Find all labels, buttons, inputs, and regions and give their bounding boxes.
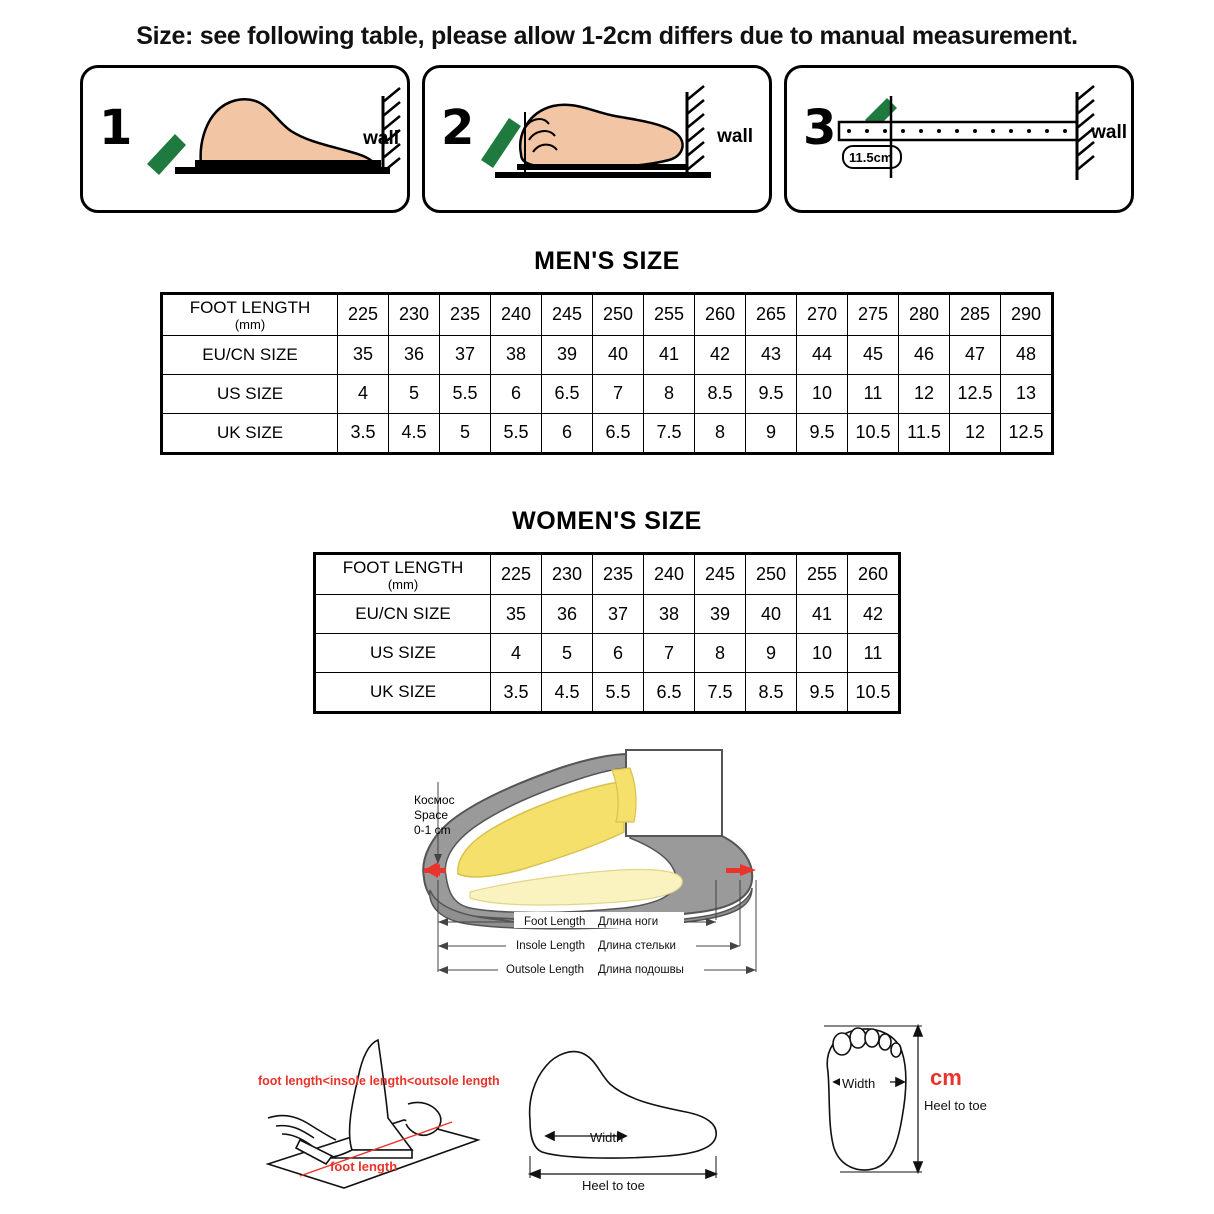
cell: 11.5 — [899, 413, 950, 453]
cell: 11 — [848, 634, 900, 673]
cell: 45 — [848, 335, 899, 374]
cell: 39 — [695, 595, 746, 634]
row-label — [162, 294, 338, 336]
cell: 12 — [899, 374, 950, 413]
outsole-length-label-en: Outsole Length — [506, 964, 585, 977]
cell: 47 — [950, 335, 1001, 374]
cell: 290 — [1001, 294, 1053, 336]
cell: 6.5 — [593, 413, 644, 453]
foot-length-label-en: Foot Length — [524, 916, 586, 929]
cell: 230 — [542, 553, 593, 595]
row-label: EU/CN SIZE — [315, 595, 491, 634]
cell: 6 — [542, 413, 593, 453]
womens-size-title: WOMEN'S SIZE — [512, 506, 702, 535]
bottom-illustrations-svg — [0, 1000, 1214, 1200]
table-row — [162, 294, 1053, 336]
row-label: US SIZE — [162, 374, 338, 413]
cell: 37 — [440, 335, 491, 374]
row-sublabel: (mm) — [387, 576, 419, 592]
cell: 5 — [542, 634, 593, 673]
cell: 5 — [389, 374, 440, 413]
cell: 35 — [491, 595, 542, 634]
cell: 37 — [593, 595, 644, 634]
cell: 46 — [899, 335, 950, 374]
space-label-value: 0-1 cm — [414, 823, 451, 837]
cell: 10.5 — [848, 673, 900, 713]
side-foot-illustration — [530, 1052, 717, 1178]
table-row — [315, 673, 900, 713]
footprint-illustration — [824, 1026, 922, 1172]
table-row — [162, 413, 1053, 453]
outsole-length-label-ru: Длина подошвы — [598, 964, 684, 977]
cell: 9 — [746, 413, 797, 453]
table-row — [315, 595, 900, 634]
step-2-number: 2 — [441, 100, 475, 156]
shoe-cross-section-svg — [0, 740, 1214, 1000]
step-3-illustration — [787, 68, 1137, 216]
step-2-wall-label: wall — [717, 126, 753, 147]
cell: 8 — [644, 374, 695, 413]
cell: 5.5 — [593, 673, 644, 713]
cell: 11 — [848, 374, 899, 413]
space-label-ru: Космос — [414, 793, 455, 807]
step-1-card — [80, 65, 410, 213]
space-label-en: Space — [414, 808, 449, 822]
cell: 5.5 — [440, 374, 491, 413]
row-sublabel: (mm) — [234, 317, 266, 332]
cell: 43 — [746, 335, 797, 374]
foot-insole-outsole-note: foot length<insole length<outsole length — [258, 1074, 500, 1088]
row-label-text: FOOT LENGTH — [342, 557, 464, 577]
cell: 225 — [338, 294, 389, 336]
cell: 275 — [848, 294, 899, 336]
step-3-number: 3 — [803, 100, 837, 156]
cell: 7.5 — [695, 673, 746, 713]
insole-length-label-ru: Длина стельки — [598, 940, 676, 953]
cell: 270 — [797, 294, 848, 336]
womens-size-table — [313, 552, 901, 715]
cell: 6 — [491, 374, 542, 413]
table-row — [162, 374, 1053, 413]
cell: 225 — [491, 553, 542, 595]
cell: 9.5 — [746, 374, 797, 413]
cell: 35 — [338, 335, 389, 374]
table-row — [315, 553, 900, 595]
cell: 6.5 — [644, 673, 695, 713]
cell: 280 — [899, 294, 950, 336]
cell: 10 — [797, 374, 848, 413]
shoe-cross-section-diagram — [0, 740, 1214, 1000]
cell: 9 — [746, 634, 797, 673]
heel-to-toe-label-right: Heel to toe — [924, 1098, 987, 1114]
cell: 235 — [440, 294, 491, 336]
step-2-card — [422, 65, 772, 213]
cell: 250 — [593, 294, 644, 336]
measure-steps — [0, 65, 1214, 213]
cell: 245 — [695, 553, 746, 595]
cell: 255 — [797, 553, 848, 595]
cell: 285 — [950, 294, 1001, 336]
cell: 36 — [389, 335, 440, 374]
cell: 3.5 — [491, 673, 542, 713]
cell: 8 — [695, 413, 746, 453]
cell: 260 — [695, 294, 746, 336]
cell: 12 — [950, 413, 1001, 453]
row-label: US SIZE — [315, 634, 491, 673]
step-3-ruler-value: 11.5cm — [849, 150, 893, 165]
insole-length-label-en: Insole Length — [516, 940, 586, 953]
row-label: UK SIZE — [162, 413, 338, 453]
heel-to-toe-label-middle: Heel to toe — [582, 1178, 645, 1194]
cell: 7 — [644, 634, 695, 673]
cell: 8.5 — [746, 673, 797, 713]
cm-label: cm — [930, 1065, 962, 1090]
cell: 260 — [848, 553, 900, 595]
cell: 4.5 — [542, 673, 593, 713]
cell: 235 — [593, 553, 644, 595]
bottom-illustrations — [0, 1000, 1214, 1200]
cell: 4.5 — [389, 413, 440, 453]
cell: 6 — [593, 634, 644, 673]
step-1-wall-label: wall — [363, 128, 399, 149]
cell: 8 — [695, 634, 746, 673]
cell: 38 — [491, 335, 542, 374]
step-3-card — [784, 65, 1134, 213]
cell: 12.5 — [1001, 413, 1053, 453]
foot-length-red-label: foot length — [330, 1159, 398, 1174]
cell: 36 — [542, 595, 593, 634]
cell: 48 — [1001, 335, 1053, 374]
row-label — [315, 553, 491, 595]
cell: 5.5 — [491, 413, 542, 453]
table-row — [162, 335, 1053, 374]
row-label-text: FOOT LENGTH — [189, 298, 311, 317]
width-label-middle: Width — [590, 1130, 624, 1146]
cell: 41 — [644, 335, 695, 374]
cell: 3.5 — [338, 413, 389, 453]
cell: 8.5 — [695, 374, 746, 413]
cell: 250 — [746, 553, 797, 595]
table-row — [315, 634, 900, 673]
cell: 42 — [848, 595, 900, 634]
mens-size-title: MEN'S SIZE — [534, 247, 680, 275]
row-label: UK SIZE — [315, 673, 491, 713]
cell: 7 — [593, 374, 644, 413]
cell: 265 — [746, 294, 797, 336]
cell: 7.5 — [644, 413, 695, 453]
cell: 240 — [644, 553, 695, 595]
foot-length-label-ru: Длина ноги — [598, 916, 659, 929]
step-1-number: 1 — [99, 100, 133, 156]
cell: 40 — [593, 335, 644, 374]
cell: 240 — [491, 294, 542, 336]
cell: 4 — [491, 634, 542, 673]
cell: 40 — [746, 595, 797, 634]
cell: 13 — [1001, 374, 1053, 413]
cell: 39 — [542, 335, 593, 374]
cell: 10.5 — [848, 413, 899, 453]
cell: 41 — [797, 595, 848, 634]
cell: 10 — [797, 634, 848, 673]
row-label: EU/CN SIZE — [162, 335, 338, 374]
cell: 4 — [338, 374, 389, 413]
cell: 12.5 — [950, 374, 1001, 413]
space-label — [414, 793, 455, 838]
cell: 255 — [644, 294, 695, 336]
mens-size-table — [160, 292, 1054, 455]
page-title: Size: see following table, please allow 1-2cm differs due to manual measurement. — [136, 22, 1078, 50]
cell: 245 — [542, 294, 593, 336]
width-label-right: Width — [842, 1076, 876, 1092]
cell: 9.5 — [797, 413, 848, 453]
cell: 38 — [644, 595, 695, 634]
cell: 6.5 — [542, 374, 593, 413]
cell: 230 — [389, 294, 440, 336]
cell: 44 — [797, 335, 848, 374]
cell: 9.5 — [797, 673, 848, 713]
step-3-wall-label: wall — [1091, 122, 1127, 143]
cell: 5 — [440, 413, 491, 453]
cell: 42 — [695, 335, 746, 374]
